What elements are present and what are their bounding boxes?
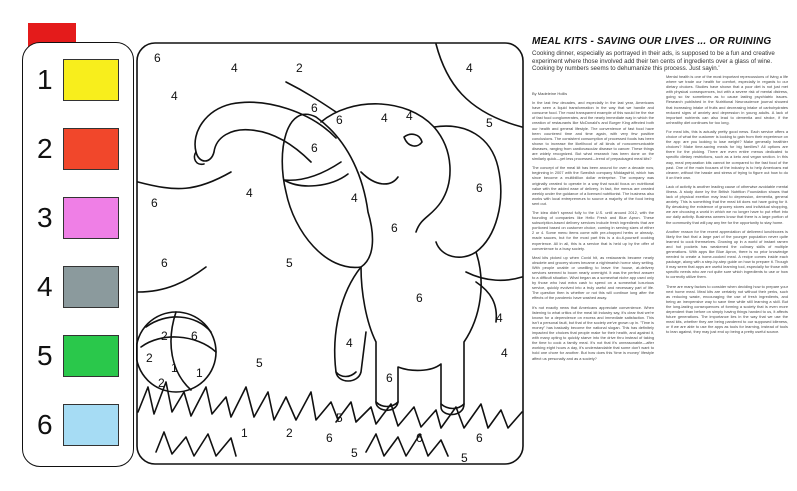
legend-row-4 bbox=[23, 262, 135, 318]
region-label: 6 bbox=[151, 196, 158, 210]
article-body bbox=[532, 74, 790, 474]
region-label: 2 bbox=[286, 426, 293, 440]
legend-row-6 bbox=[23, 400, 135, 456]
elephant-ear bbox=[282, 114, 372, 267]
legend-number: 3 bbox=[37, 202, 53, 233]
region-label: 6 bbox=[416, 431, 423, 445]
article-column-left bbox=[532, 86, 654, 474]
region-label: 6 bbox=[386, 371, 393, 385]
legend-row-5 bbox=[23, 331, 135, 387]
region-label: 5 bbox=[256, 356, 263, 370]
region-label: 4 bbox=[501, 346, 508, 360]
background-region-line bbox=[138, 267, 206, 292]
ball-stripe bbox=[141, 337, 216, 352]
region-label: 2 bbox=[296, 61, 303, 75]
article-paragraph: There are many factors to consider when deciding how to prepare your next home meal. Meal kits are certainly not without their perks, such as reducing waste, encouraging the use of fresh ingredients, and being an inexpensive way to save time while still learning a skill. But the long-lasting consequences of forming a society that is even more dependent than before on simply having things handed to us, it affects future generations. The importance lies in the way that we use the meal kits, whether they are being pandered to our supposed idleness, or if we are able to use the apps as tools for learning, instead of tools to lean against, they may just end up being a pretty useful source. bbox=[666, 283, 788, 335]
region-label: 4 bbox=[466, 61, 473, 75]
region-label: 6 bbox=[311, 101, 318, 115]
region-label: 6 bbox=[311, 141, 318, 155]
elephant-toes bbox=[336, 372, 356, 377]
article bbox=[532, 36, 790, 476]
elephant-tusk bbox=[284, 162, 348, 186]
article-byline: By Madeleine Hollis bbox=[532, 91, 568, 96]
drawing-frame bbox=[137, 43, 523, 464]
article-paragraph: The idea didn't spread fully to the U.S. until around 2012, with the founding of companies like Hello Fresh and Blue Apron. These subscription-based delivery services include fresh ingredients that are portioned based on customer choice, coming in serving sizes of either 2 or 4. Some menu items come with pre-chopped herbs or already-made sauces, but for the most part this is a do-it-yourself cooking experience. All in all, this is a service that is held up by the offer of convenience to a busy society. bbox=[532, 209, 654, 251]
region-label: 4 bbox=[246, 186, 253, 200]
elephant-eye bbox=[404, 134, 422, 146]
elephant-mouth bbox=[361, 172, 398, 184]
legend-swatch-green bbox=[63, 335, 119, 377]
background-region-line bbox=[436, 44, 522, 127]
article-paragraph: It's not exactly news that Americans appreciate convenience. When listening to what critics of the meal kit industry say, it's clear that we're known for a dependence on excess and immediate satisfaction. This isn't a personal fault, but that of the society we've grown up in. "Time is money" has basically become the national slogan. This has definitely impacted the choices that people make for their health, and against it, with many opting to quickly starve into the drive thru instead of taking the time to cook a family meal. It's not that it's unreasonable—after working eight hours a day, it's understandable that some don't want to hold one chore for another. But how does this 'time is money' lifestyle affect us personally and as a society? bbox=[532, 304, 654, 361]
article-paragraph: Lack of activity is another leading cause of otherwise avoidable mental illness. A study done by the British Nutrition Foundation shows that lack of physical exertion may lead to depression, dementia, general anxiety. This is something that the meal kit does not have going for it. By devaluing the existence of grocery stores and individual shopping, we are choosing a world in which we no longer have to put effort into our daily activity. Business owners know that there is a large portion of the community that will pay any fee for the opportunity to stay home. bbox=[666, 183, 788, 225]
article-paragraph: In the last few decades, and especially in the last year, Americans have seen a liquid transformation in the way that we handle and consume food. The most transparent example of this would be the rise of fast food conglomerates, and the nearly immediate way in which the creation of restaurants like McDonald's and Burger King affected both our health and general lifestyle. The convenience of fast food have been countered time and time again, with very few positive conclusions. The consistent consumption of processed foods has been shown to increase the likelihood of all kinds of noncommunicable diseases, ranging from cardiovascular disease to cancer. These things are widely recognized. But what research has been done on the similarly quick—yet less processed—trend of prepackaged meal kits? bbox=[532, 100, 654, 162]
legend-row-3 bbox=[23, 193, 135, 249]
region-label: 6 bbox=[476, 431, 483, 445]
drawing-svg bbox=[136, 42, 526, 467]
legend-swatch-red bbox=[63, 128, 119, 170]
region-label: 6 bbox=[161, 256, 168, 270]
article-title: MEAL KITS - SAVING OUR LIVES ... OR RUINING bbox=[532, 36, 772, 47]
ball-stripe bbox=[171, 312, 191, 390]
region-label: 6 bbox=[336, 113, 343, 127]
region-label: 4 bbox=[381, 111, 388, 125]
region-label: 5 bbox=[486, 116, 493, 130]
region-label: 6 bbox=[416, 291, 423, 305]
region-label: 5 bbox=[286, 256, 293, 270]
color-legend bbox=[22, 42, 134, 467]
legend-swatch-yellow bbox=[63, 59, 119, 101]
region-label: 1 bbox=[196, 366, 203, 380]
legend-number: 6 bbox=[37, 409, 53, 440]
region-label: 2 bbox=[158, 376, 165, 390]
grass bbox=[138, 382, 338, 420]
elephant-body bbox=[361, 252, 481, 415]
elephant-toes bbox=[376, 402, 398, 407]
region-label: 6 bbox=[326, 431, 333, 445]
region-label: 1 bbox=[171, 361, 178, 375]
ball-stripe bbox=[146, 317, 211, 332]
legend-swatch-pink bbox=[63, 197, 119, 239]
article-paragraph: Mental health is one of the most important repercussions of living a life where we trade our health for comfort, especially in regards to our dietary choices. Studies have shown that a poor diet is not just met with physical consequences, but with a severe risk of mental distress, going so far sometimes as to cause lasting psychiatric issues. Research published in the Nutritional Neuroscience journal showed that increasing intake of fruits and decreasing intake of carbohydrates reduced signs of anxiety and depression in young adults. A lack of important nutrients can also lead to dementia and stroke, if the unhealthy diet continues for too long. bbox=[666, 74, 788, 125]
region-label: 2 bbox=[146, 351, 153, 365]
region-label: 5 bbox=[336, 411, 343, 425]
region-label: 5 bbox=[461, 451, 468, 465]
article-paragraph: Another reason for the recent appreciation of delivered lunchboxes is likely the fact that a large part of the younger population never quite learned to cook themselves. Growing up in a world of instant ramen and hot pockets has weakened the culinary skills of multiple generations. With apps like Blue Apron, there is no prior knowledge needed to create a home-cooked meal. A recipe comes inside each package, along with a step-by-step guide on how to prepare it. Though it may seem that apps are useful learning tool, especially for those with specific needs who are not quite sure which ingredients to use or how to correctly utilize them. bbox=[666, 228, 788, 280]
legend-swatch-lightblue bbox=[63, 404, 119, 446]
region-label: 4 bbox=[346, 336, 353, 350]
region-label: 6 bbox=[391, 221, 398, 235]
legend-number: 2 bbox=[37, 133, 53, 164]
region-label: 6 bbox=[191, 329, 198, 343]
region-label: 4 bbox=[171, 89, 178, 103]
legend-row-2 bbox=[23, 124, 135, 180]
region-label: 6 bbox=[154, 51, 161, 65]
region-label: 4 bbox=[231, 61, 238, 75]
grass bbox=[336, 402, 522, 428]
article-column-right bbox=[666, 74, 788, 474]
legend-number: 1 bbox=[37, 64, 53, 95]
color-by-number-drawing bbox=[136, 42, 526, 467]
grass bbox=[156, 432, 236, 456]
region-label: 5 bbox=[351, 446, 358, 460]
region-label: 4 bbox=[406, 109, 413, 123]
elephant-toes bbox=[441, 404, 464, 409]
region-label: 2 bbox=[161, 329, 168, 343]
legend-row-1 bbox=[23, 55, 135, 111]
article-paragraph: For meal kits, this is actually pretty good news. Each service offers a choice of what the customer is looking to gain from their experience on the app: are you looking to lose weight? Make generally healthier choices? Make time-saving meals for big families? All options are there for the picking. There are even entire menus dedicated to specific dietary restrictions, such as a keto and vegan section. In this way, meal preparation kits cannot be compared to the fast food of the past. One of the main focuses of the industry is to help Americans eat cleaner, without the hassle and stress of trying to figure out how to do it on their own. bbox=[666, 128, 788, 180]
region-label: 4 bbox=[351, 191, 358, 205]
background-region-line bbox=[466, 272, 522, 280]
region-label: 6 bbox=[476, 181, 483, 195]
article-paragraph: Meal kits picked up when Covid hit, as restaurants became nearly obsolete and grocery stores became a nightmarish horror story setting. With people unable or unwilling to leave the house, at-delivery services seemed to boom nearly overnight. It was the perfect answer to a difficult situation. What began as a somewhat niche app used only by those who had extra cash to spend on a somewhat luxurious service, quickly evolved into a truly useful and necessary part of life. The question then is whether or not this will continue long after the effects of the pandemic have washed away. bbox=[532, 254, 654, 301]
legend-number: 4 bbox=[37, 271, 53, 302]
region-label: 4 bbox=[496, 311, 503, 325]
region-label: 1 bbox=[241, 426, 248, 440]
grass bbox=[366, 434, 448, 456]
article-lead: Cooking dinner, especially as portrayed in their ads, is supposed to be a fun and creative experiment where those involved add their ten cents of ingredients over a glass of wine. Cooking by numbers seems to dehumanize this process. Just sayin.' bbox=[532, 50, 775, 73]
legend-number: 5 bbox=[37, 340, 53, 371]
background-region-line bbox=[138, 172, 231, 189]
elephant-ear-right bbox=[434, 126, 501, 257]
legend-swatch-gray bbox=[63, 266, 119, 308]
article-paragraph: The concept of the meal kit has been around for over a decade now, beginning in 2007 with the Swedish company Middagsfrid, which has since become a multibillion dollar enterprise. The company was originally created to operate in a way that would focus on nutritional value with the added ease of delivery. In fact, the menus are created weekly under the guidance of a licensed nutritionist. The business also works with local entrepreneurs to source a majority of the food being sent out. bbox=[532, 165, 654, 206]
